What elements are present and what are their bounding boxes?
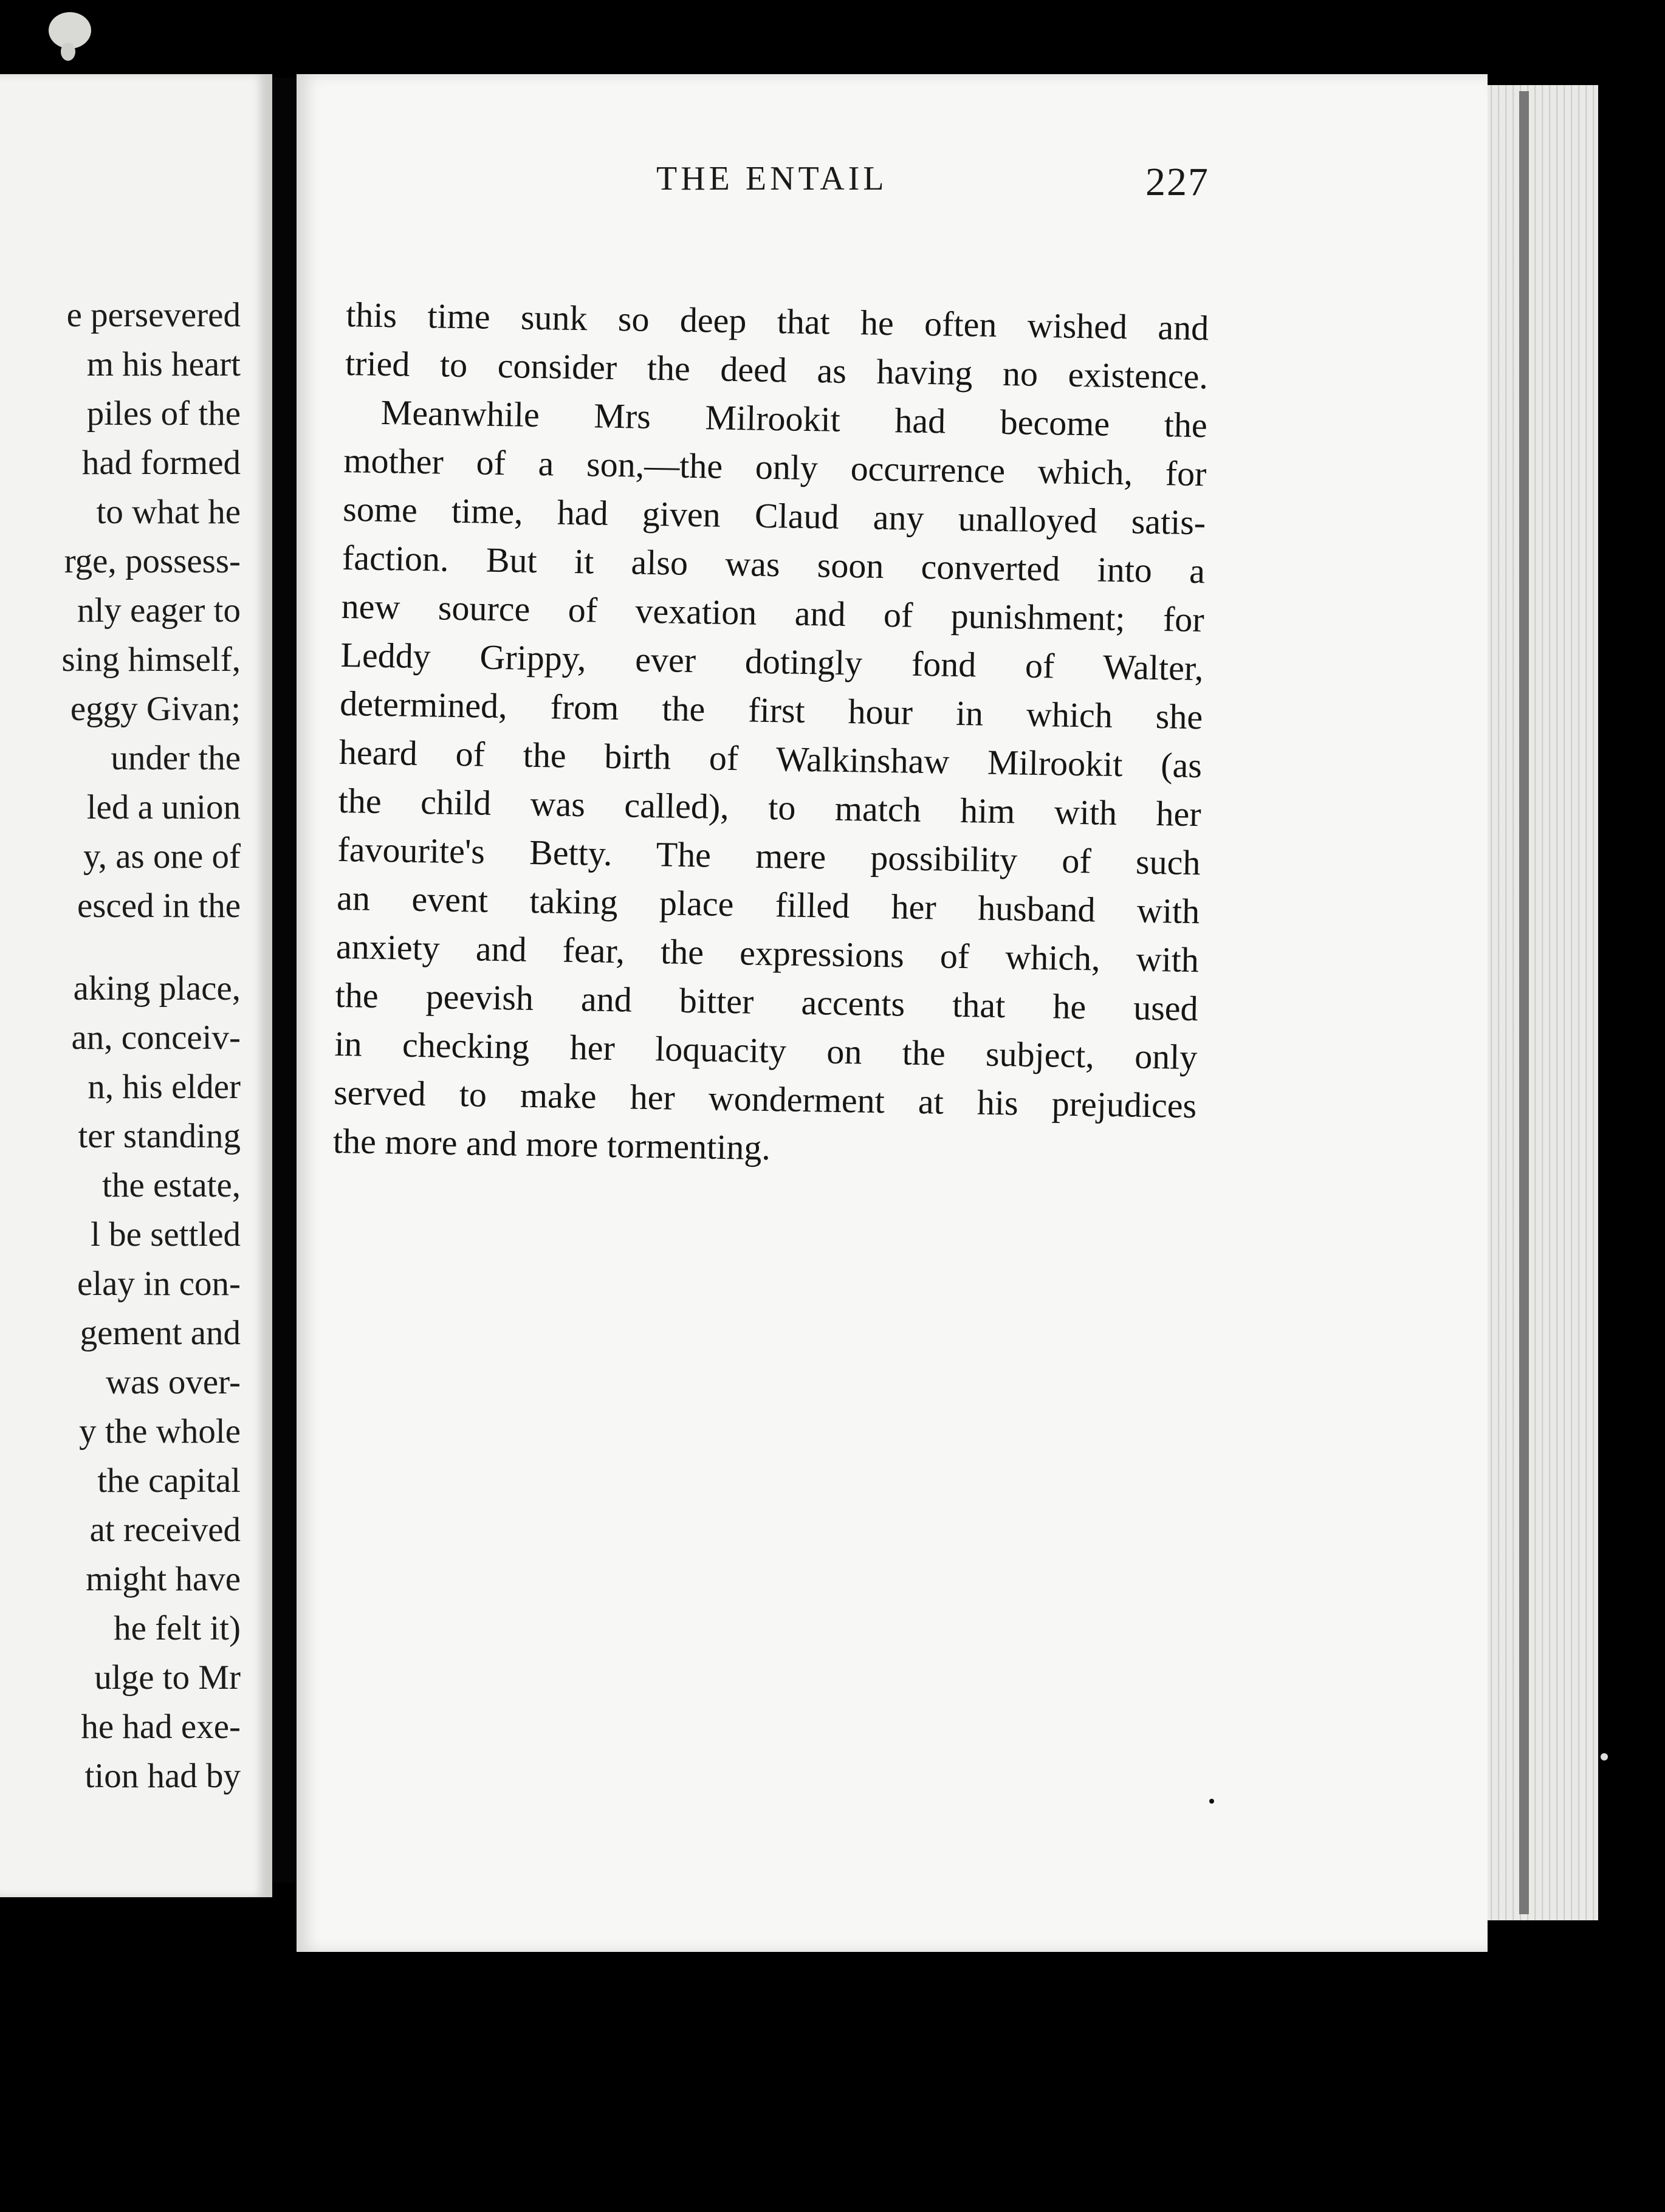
left-line: tion had by	[84, 1757, 241, 1795]
text-line: Meanwhile Mrs Milrookit had become the	[380, 392, 1208, 445]
text-line: the child was called), to match him with her	[338, 780, 1202, 834]
left-page	[0, 74, 272, 1897]
left-line: gement and	[80, 1314, 241, 1352]
text-line: served to make her wonderment at his prejudices	[333, 1072, 1197, 1126]
running-head: THE ENTAIL	[656, 160, 888, 197]
left-line: under the	[111, 739, 241, 777]
text-line: in checking her loquacity on the subject, only	[334, 1023, 1198, 1077]
left-line: he had exe-	[81, 1708, 241, 1746]
scan-speck	[61, 43, 75, 61]
text-line: some time, had given Claud any unalloyed satis-	[342, 489, 1206, 543]
left-page-text	[0, 290, 241, 1801]
left-line: n, his elder	[88, 1068, 241, 1106]
paragraph-gap	[0, 930, 241, 964]
left-line: y, as one of	[83, 837, 241, 876]
text-line: heard of the birth of Walkinshaw Milrookit (as	[338, 732, 1203, 786]
text-line: Leddy Grippy, ever dotingly fond of Walter,	[340, 634, 1204, 689]
text-line: the peevish and bitter accents that he used	[335, 975, 1199, 1029]
left-line: an, conceiv-	[71, 1018, 241, 1057]
left-line: might have	[86, 1560, 241, 1598]
left-line: at received	[89, 1511, 241, 1549]
left-line: ulge to Mr	[94, 1658, 241, 1697]
book-gutter	[272, 78, 297, 1883]
left-line: l be settled	[91, 1215, 241, 1254]
page-edge-shadow	[1519, 91, 1529, 1914]
text-line: anxiety and fear, the expressions of which, with	[335, 926, 1200, 980]
left-line: e persevered	[66, 296, 241, 334]
text-line: faction. But it also was soon converted into a	[342, 537, 1206, 591]
text-line: the more and more tormenting.	[332, 1121, 771, 1168]
page-edges	[1471, 85, 1598, 1920]
left-line: eggy Givan;	[70, 690, 241, 728]
left-line: the capital	[97, 1461, 241, 1500]
scan-dot	[1209, 1799, 1214, 1804]
scan-dot	[1601, 1753, 1608, 1760]
left-line: had formed	[81, 444, 241, 482]
text-line: an event taking place filled her husband with	[336, 878, 1200, 932]
left-line: elay in con-	[77, 1265, 241, 1303]
left-line: sing himself,	[61, 641, 241, 679]
left-line: led a union	[86, 788, 241, 826]
text-line: this time sunk so deep that he often wished and	[345, 294, 1209, 348]
left-line: to what he	[96, 493, 241, 531]
left-line: m his heart	[86, 345, 241, 383]
left-line: the estate,	[102, 1166, 241, 1204]
text-line: mother of a son,—the only occurrence which, for	[343, 440, 1207, 494]
left-line: ter standing	[78, 1117, 241, 1155]
left-line: aking place,	[73, 969, 241, 1008]
text-line: determined, from the first hour in which she	[339, 683, 1203, 737]
left-line: he felt it)	[114, 1609, 241, 1647]
left-line: was over-	[105, 1363, 241, 1401]
text-line: new source of vexation and of punishment; for	[341, 586, 1205, 640]
left-line: nly eager to	[77, 591, 241, 630]
left-line: y the whole	[79, 1412, 241, 1451]
page-number: 227	[1145, 160, 1209, 204]
text-line: favourite's Betty. The mere possibility of such	[337, 829, 1201, 883]
left-line: piles of the	[86, 394, 241, 433]
text-line: tried to consider the deed as having no existence.	[345, 343, 1209, 397]
left-line: rge, possess-	[64, 542, 241, 580]
left-line: esced in the	[77, 887, 241, 925]
body-text	[332, 290, 1209, 1179]
